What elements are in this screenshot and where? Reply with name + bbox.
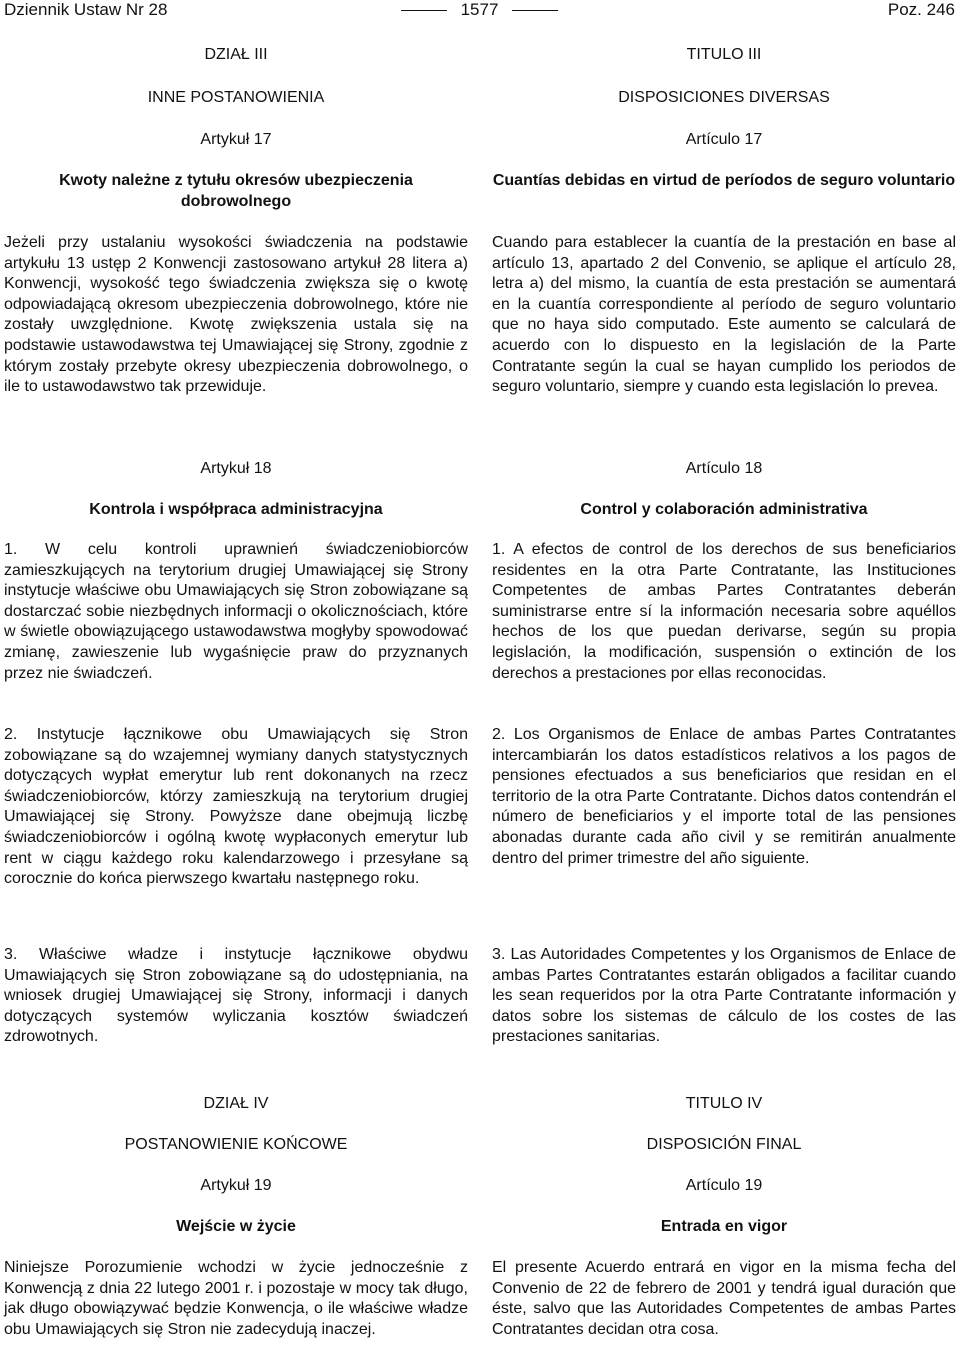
article19-text: El presente Acuerdo entrará en vigor en la misma fecha del Convenio de 22 de febrero de 2001 y tendrá igual duración que éste, salvo que las Autoridades Competentes de ambas Partes Contratantes decidan otra cosa. bbox=[492, 1259, 956, 1338]
article17-title: Artículo 17 bbox=[685, 131, 763, 148]
page-number-wrap bbox=[4, 0, 955, 21]
part3-title: TITULO III bbox=[686, 46, 762, 63]
article18-paragraph-1: 1. W celu kontroli uprawnień świadczeniobiorców zamieszkujących na terytorium drugiej Umawiającej się Strony instytucje właściwe obu Umawiających się Stron zobowiązane są dostarczać sobie niezbędnych informacji o okolicznościach, które w świetle obowiązującego ustawodawstwa mogłyby spowodować zmianę, zawieszenie lub wygaśnięcie praw do przyznanych przez nie świadczeń. bbox=[4, 541, 468, 682]
position-number: Poz. 246 bbox=[887, 0, 955, 19]
article19-heading: Wejście w życie bbox=[176, 1218, 296, 1235]
article18-heading: Kontrola i współpraca administracyjna bbox=[89, 501, 383, 518]
article18-heading: Control y colaboración administrativa bbox=[580, 501, 868, 518]
article19-heading: Entrada en vigor bbox=[660, 1218, 788, 1235]
article18-title: Artykuł 18 bbox=[200, 460, 272, 477]
part3-name: DISPOSICIONES DIVERSAS bbox=[618, 89, 830, 106]
dash-left bbox=[401, 10, 447, 11]
page-header bbox=[4, 0, 955, 21]
part4-title: TITULO IV bbox=[685, 1095, 763, 1112]
article18-title: Artículo 18 bbox=[685, 460, 763, 477]
part4-title: DZIAŁ IV bbox=[203, 1095, 269, 1112]
article17-text: Cuando para establecer la cuantía de la prestación en base al artículo 13, apartado 2 del Convenio, se aplique el artículo 28, letra a) del mismo, la cuantía de esta prestación se aumentará en la cuantía correspondiente al período de seguro voluntario que no haya sido computado. Este aumento se calculará de acuerdo con lo dispuesto en la legislación de la Parte Contratante según la cual se hayan cumplido los periodos de seguro voluntario, siempre y cuando esta legislación lo prevea. bbox=[492, 234, 956, 396]
article18-paragraph-1: 1. A efectos de control de los derechos de sus beneficiarios residentes en la otra Parte Contratante, las Instituciones Competentes de ambas Partes Contratantes deberán suministrarse entre sí la información necesaria sobre aquéllos hechos de los que puedan derivarse, según su propia legislación, la modificación, suspensión o extinción de los derechos a prestaciones por ellas reconocidas. bbox=[492, 541, 956, 682]
article17-heading: Kwoty należne z tytułu okresów ubezpieczenia dobrowolnego bbox=[59, 172, 413, 210]
article17-text: Jeżeli przy ustalaniu wysokości świadczenia na podstawie artykułu 13 ustęp 2 Konwencji zastosowano artykuł 28 litera a) Konwencji, wysokość tego świadczenia zwiększa się o kwotę odpowiadającą okresom ubezpieczenia dobrowolnego, które nie zostały uwzględnione. Kwotę zwiększenia ustala się na podstawie ustawodawstwa tej Umawiającej się Strony, zgodnie z którym zostały przebyte okresy ubezpieczenia dobrowolnego, o ile to ustawodawstwo tak przewiduje. bbox=[4, 234, 468, 396]
article18-paragraph-3: 3. Właściwe władze i instytucje łącznikowe obydwu Umawiających się Stron zobowiązane są do udostępniania, na wniosek drugiej Umawiającej się Strony, informacji i danych dotyczących systemów wyliczania kosztów świadczeń zdrowotnych. bbox=[4, 946, 468, 1046]
article19-title: Artykuł 19 bbox=[200, 1177, 272, 1194]
article18-paragraph-2: 2. Instytucje łącznikowe obu Umawiających się Stron zobowiązane są do wzajemnej wymiany danych statystycznych dotyczących wypłat emerytur lub rent dokonanych na rzecz świadczeniobiorców, którzy zamieszkują na terytorium drugiej Umawiającej się Strony. Powyższe dane obejmują liczbę świadczeniobiorców i ogólną kwotę wypłaconych emerytur lub rent w ciągu każdego roku kalendarzowego i przesyłane są corocznie do końca pierwszego kwartału następnego roku. bbox=[4, 726, 468, 888]
article18-paragraph-3: 3. Las Autoridades Competentes y los Organismos de Enlace de ambas Partes Contratantes estarán obligados a facilitar cuando les sean requeridos por la otra Parte Contratante información y datos sobre los sistemas de cálculo de los costes de las prestaciones sanitarias. bbox=[492, 946, 956, 1046]
dash-right bbox=[512, 10, 558, 11]
article18-paragraph-2: 2. Los Organismos de Enlace de ambas Partes Contratantes intercambiarán los datos estadísticos relativos a los pagos de pensiones efectuados a sus beneficiarios que residan en el territorio de la otra Parte Contratante. Dichos datos contendrán el número de beneficiarios y el importe total de las pensiones abonadas durante cada año civil y se remitirán anualmente dentro del primer trimestre del año siguiente. bbox=[492, 726, 956, 867]
article19-text: Niniejsze Porozumienie wchodzi w życie jednocześnie z Konwencją z dnia 22 lutego 2001 r. i pozostaje w mocy tak długo, jak długo obowiązywać będzie Konwencja, o ile właściwe władze obu Umawiających się Stron nie zadecydują inaczej. bbox=[4, 1259, 468, 1338]
journal-title: Dziennik Ustaw Nr 28 bbox=[4, 0, 168, 19]
part4-name: POSTANOWIENIE KOŃCOWE bbox=[124, 1136, 348, 1153]
part4-name: DISPOSICIÓN FINAL bbox=[646, 1136, 802, 1153]
part3-name: INNE POSTANOWIENIA bbox=[147, 89, 325, 106]
article17-heading: Cuantías debidas en virtud de períodos de seguro voluntario bbox=[492, 172, 956, 189]
article19-title: Artículo 19 bbox=[685, 1177, 763, 1194]
article17-title: Artykuł 17 bbox=[200, 131, 272, 148]
part3-title: DZIAŁ III bbox=[204, 46, 268, 63]
page-number: 1577 bbox=[460, 0, 499, 19]
